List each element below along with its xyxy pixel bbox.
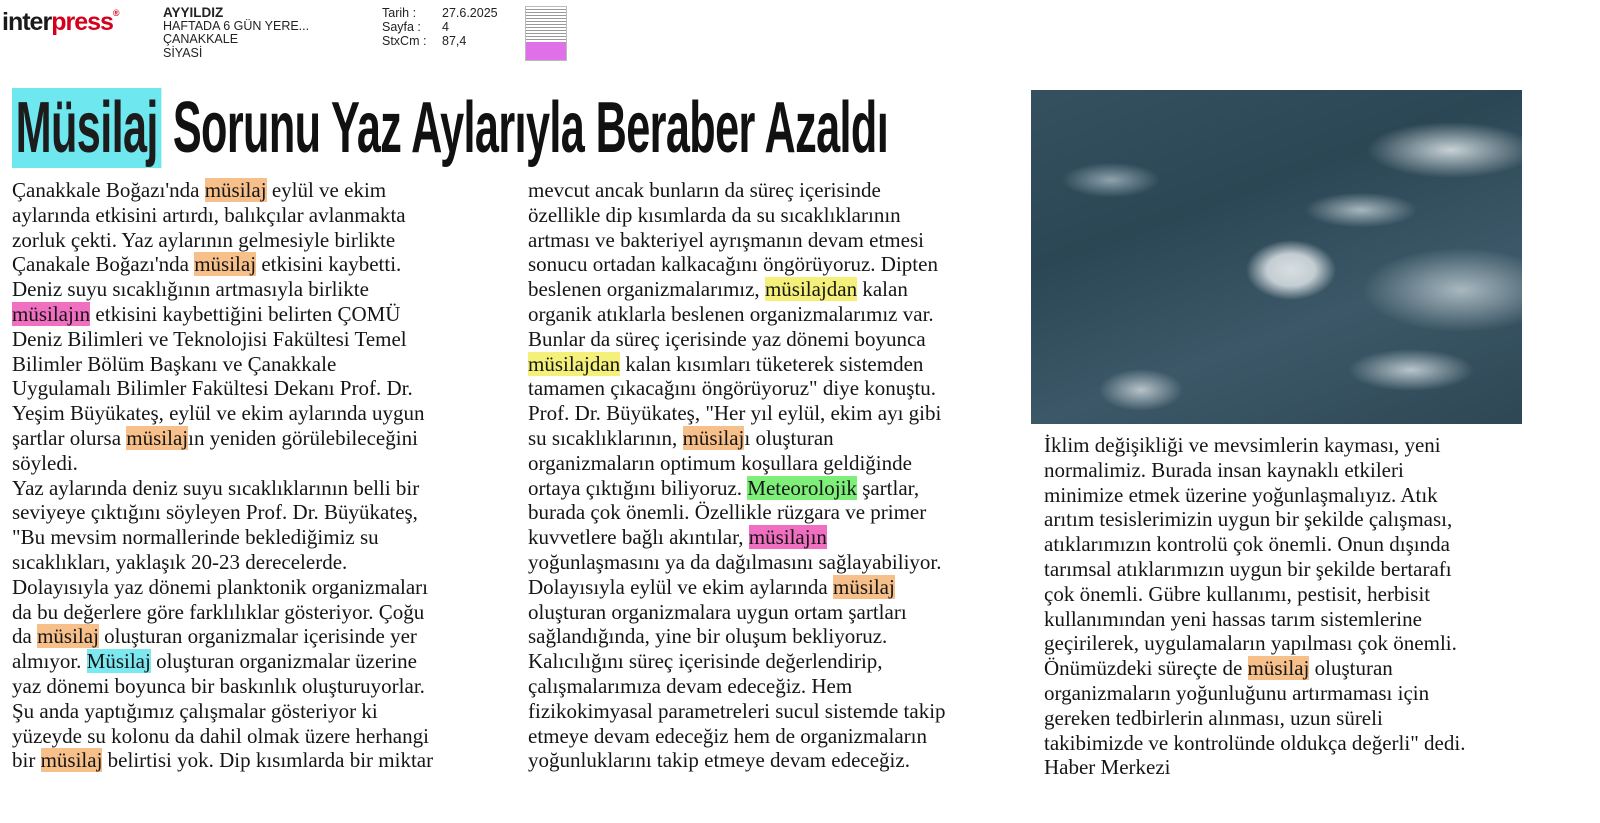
text-segment: Bilimler Bölüm Başkanı ve Çanakkale	[12, 351, 337, 376]
article-line	[12, 252, 512, 277]
article-line	[528, 277, 1028, 302]
article-line	[528, 376, 1028, 401]
text-segment: şartlar,	[856, 475, 920, 500]
clipping-info	[382, 6, 498, 48]
stxcm-row	[382, 34, 498, 48]
highlighted-keyword: müsilajın	[748, 525, 827, 550]
article-line	[1044, 607, 1544, 632]
text-segment: minimize etmek üzerine yoğunlaşmalıyız. Atık	[1044, 482, 1438, 507]
highlighted-keyword: Müsilaj	[86, 649, 151, 674]
text-segment: gereken tedbirlerin alınması, uzun süreli	[1044, 705, 1383, 730]
article-line	[1044, 631, 1544, 656]
article-line	[528, 624, 1028, 649]
article-line	[1044, 458, 1544, 483]
article-line	[528, 500, 1028, 525]
text-segment: burada çok önemli. Özellikle rüzgara ve primer	[528, 500, 927, 525]
text-segment: almıyor.	[12, 649, 87, 674]
article-line	[12, 426, 512, 451]
highlighted-keyword: müsilaj	[126, 425, 189, 450]
article-line	[12, 178, 512, 203]
article-line	[528, 575, 1028, 600]
text-segment: aylarında etkisini artırdı, balıkçılar avlanmakta	[12, 202, 406, 227]
stxcm-value: 87,4	[442, 34, 467, 48]
text-segment: normalimiz. Burada insan kaynaklı etkileri	[1044, 457, 1404, 482]
highlighted-keyword: müsilaj	[1247, 656, 1310, 681]
article-line	[528, 649, 1028, 674]
mucilage-sea-photo	[1031, 90, 1522, 424]
headline	[12, 88, 1032, 168]
article-line	[12, 550, 512, 575]
article-column-3	[1044, 433, 1544, 780]
article-line	[1044, 582, 1544, 607]
text-segment: Kalıcılığını süreç içerisinde değerlendirip,	[528, 649, 883, 674]
article-line	[1044, 731, 1544, 756]
article-line	[528, 228, 1028, 253]
text-segment: tarımsal atıklarımızın uygun bir şekilde bertarafı	[1044, 556, 1452, 581]
article-line	[1044, 656, 1544, 681]
text-segment: belirtisi yok. Dip kısımlarda bir miktar	[102, 748, 434, 773]
publication-category: SİYASİ	[163, 45, 203, 60]
article-column-1	[12, 178, 512, 773]
date-value: 27.6.2025	[442, 6, 498, 20]
text-segment: kuvvetlere bağlı akıntılar,	[528, 525, 749, 550]
article-line	[12, 451, 512, 476]
text-segment: çok önemli. Gübre kullanımı, pestisit, herbisit	[1044, 581, 1431, 606]
article-line	[12, 203, 512, 228]
text-segment: "Bu mevsim normallerinde beklediğimiz su	[12, 525, 379, 550]
article-line	[12, 674, 512, 699]
article-line	[1044, 706, 1544, 731]
article-line	[528, 550, 1028, 575]
text-segment: su sıcaklıklarının,	[528, 425, 683, 450]
text-segment: eylül ve ekim	[266, 178, 387, 202]
text-segment: mevcut ancak bunların da süreç içerisinde	[528, 178, 881, 202]
text-segment: Deniz suyu sıcaklığının artmasıyla birlikte	[12, 277, 369, 302]
article-line	[528, 401, 1028, 426]
article-line	[12, 699, 512, 724]
publication-name: AYYILDIZ	[163, 5, 224, 20]
publication-info	[163, 6, 309, 60]
text-segment: etkisini kaybetti.	[256, 252, 402, 277]
article-line	[12, 277, 512, 302]
text-segment: oluşturan organizmalar içerisinde yer	[98, 624, 417, 649]
highlighted-keyword: müsilajdan	[528, 351, 621, 376]
text-segment: beslenen organizmalarımız,	[528, 277, 765, 302]
article-line	[528, 674, 1028, 699]
text-segment: oluşturan	[1309, 656, 1393, 681]
text-segment: organizmaların yoğunluğunu artırmaması için	[1044, 680, 1430, 705]
text-segment: da	[12, 624, 38, 649]
page-thumbnail[interactable]	[525, 6, 567, 61]
highlighted-keyword: Meteorolojik	[747, 475, 857, 500]
text-segment: artması ve bakteriyel ayrışmanın devam etmesi	[528, 227, 924, 252]
logo-registered-mark: ®	[112, 8, 119, 18]
article-line	[1044, 433, 1544, 458]
text-segment: kalan	[857, 277, 908, 302]
article-line	[528, 327, 1028, 352]
highlighted-keyword: müsilaj	[37, 624, 99, 649]
date-row	[382, 6, 498, 20]
text-segment: yoğunlaşmasını ya da dağılmasını sağlayabiliyor.	[528, 549, 942, 574]
article-line	[528, 178, 1028, 203]
article-line	[528, 451, 1028, 476]
article-line	[528, 426, 1028, 451]
text-segment: atıklarımızın kontrolü çok önemli. Onun dışında	[1044, 532, 1450, 557]
article-line	[12, 575, 512, 600]
article-line	[1044, 557, 1544, 582]
article-line	[1044, 532, 1544, 557]
text-segment: şartlar olursa	[12, 425, 127, 450]
highlighted-keyword: müsilaj	[194, 252, 257, 277]
text-segment: Bunlar da süreç içerisinde yaz dönemi boyunca	[528, 326, 926, 351]
highlighted-keyword: müsilaj	[833, 574, 895, 599]
highlighted-keyword: müsilaj	[682, 425, 745, 450]
article-line	[528, 203, 1028, 228]
article-line	[12, 376, 512, 401]
highlighted-keyword: müsilajdan	[764, 277, 858, 302]
text-segment: ın yeniden görülebileceğini	[188, 425, 418, 450]
article-line	[12, 476, 512, 501]
headline-rest: Sorunu Yaz Aylarıyla Beraber Azaldı	[161, 88, 889, 168]
text-segment: etmeye devam edeceğiz hem de organizmaların	[528, 723, 927, 748]
article-line	[528, 724, 1028, 749]
text-segment: Deniz Bilimleri ve Teknolojisi Fakültesi Temel	[12, 326, 407, 351]
article-line	[12, 600, 512, 625]
page-label: Sayfa :	[382, 20, 421, 34]
text-segment: Çanakkale Boğazı'nda	[12, 178, 205, 202]
text-segment: Dolayısıyla eylül ve ekim aylarında	[528, 574, 833, 599]
article-line	[528, 748, 1028, 773]
article-line	[12, 649, 512, 674]
text-segment: ortaya çıktığını biliyoruz.	[528, 475, 748, 500]
text-segment: Dolayısıyla yaz dönemi planktonik organizmaları	[12, 574, 429, 599]
publication-frequency: HAFTADA 6 GÜN YERE...	[163, 18, 310, 33]
text-segment: söyledi.	[12, 450, 78, 475]
text-segment: etkisini kaybettiğini belirten ÇOMÜ	[90, 301, 401, 326]
article-line	[528, 699, 1028, 724]
text-segment: seviyeye çıktığını söyleyen Prof. Dr. Büyükateş,	[12, 500, 418, 525]
text-segment: oluşturan organizmalar üzerine	[150, 649, 417, 674]
text-segment: ı oluşturan	[744, 425, 834, 450]
date-label: Tarih :	[382, 6, 417, 20]
text-segment: geçirilerek, uygulamaların yapılması çok önemli.	[1044, 631, 1457, 656]
text-segment: arıtım tesislerimizin uygun bir şekilde çalışması,	[1044, 507, 1453, 532]
text-segment: oluşturan organizmalara uygun ortam şartları	[528, 599, 907, 624]
text-segment: Çanakale Boğazı'nda	[12, 252, 195, 277]
article-line	[1044, 755, 1544, 780]
text-segment: yoğunluklarını takip etmeye devam edeceğiz.	[528, 748, 910, 773]
text-segment: Haber Merkezi	[1044, 755, 1171, 780]
text-segment: Uygulamalı Bilimler Fakültesi Dekanı Prof. Dr.	[12, 376, 413, 401]
text-segment: kalan kısımları tüketerek sistemden	[620, 351, 924, 376]
text-segment: da bu değerlere göre farklılıklar gösteriyor. Çoğu	[12, 599, 425, 624]
text-segment: yaz dönemi boyunca bir baskınlık oluşturuyorlar.	[12, 673, 425, 698]
article-line	[528, 476, 1028, 501]
publication-city: ÇANAKKALE	[163, 32, 239, 46]
text-segment: zorluk çekti. Yaz aylarının gelmesiyle birlikte	[12, 227, 396, 252]
article-line	[12, 302, 512, 327]
logo-part2: press	[51, 8, 113, 36]
article-line	[12, 401, 512, 426]
article-line	[528, 352, 1028, 377]
text-segment: fizikokimyasal parametreleri sucul sistemde takip	[528, 698, 946, 723]
article-line	[1044, 681, 1544, 706]
article-line	[528, 525, 1028, 550]
text-segment: organizmaların optimum koşullara geldiğinde	[528, 450, 912, 475]
text-segment: özellikle dip kısımlarda da su sıcaklıklarının	[528, 202, 901, 227]
article-line	[528, 302, 1028, 327]
text-segment: sağlandığında, yine bir oluşum bekliyoruz.	[528, 624, 888, 649]
article-line	[12, 748, 512, 773]
text-segment: kullanımından yeni hassas tarım sistemlerine	[1044, 606, 1422, 631]
article-line	[12, 624, 512, 649]
text-segment: sonucu ortadan kalkacağını öngörüyoruz. Dipten	[528, 252, 938, 277]
article-line	[12, 228, 512, 253]
text-segment: organik atıklarla beslenen organizmalarımız var.	[528, 301, 934, 326]
article-column-2	[528, 178, 1028, 773]
text-segment: Önümüzdeki süreçte de	[1044, 656, 1248, 681]
article-line	[528, 252, 1028, 277]
text-segment: yüzeyde su kolonu da dahil olmak üzere herhangi	[12, 723, 429, 748]
text-segment: takibimizde ve kontrolünde oldukça değerli" dedi.	[1044, 730, 1466, 755]
text-segment: bir	[12, 748, 41, 773]
text-segment: İklim değişikliği ve mevsimlerin kayması, yeni	[1044, 433, 1441, 457]
text-segment: Şu anda yaptığımız çalışmalar gösteriyor ki	[12, 698, 378, 723]
highlighted-keyword: müsilajın	[12, 301, 91, 326]
article-line	[1044, 507, 1544, 532]
text-segment: tamamen çıkacağını öngörüyoruz" diye konuştu.	[528, 376, 937, 401]
text-segment: Yeşim Büyükateş, eylül ve ekim aylarında uygun	[12, 401, 425, 426]
page-value: 4	[442, 20, 449, 34]
article-line	[1044, 483, 1544, 508]
headline-container	[12, 88, 1032, 168]
interpress-logo	[2, 8, 119, 37]
logo-part1: inter	[2, 8, 52, 36]
highlighted-keyword: müsilaj	[204, 178, 267, 202]
article-line	[12, 352, 512, 377]
stxcm-label: StxCm :	[382, 34, 427, 48]
text-segment: Prof. Dr. Büyükateş, "Her yıl eylül, ekim ayı gibi	[528, 401, 942, 426]
page-row	[382, 20, 498, 34]
headline-highlight: Müsilaj	[12, 88, 161, 168]
article-line	[528, 600, 1028, 625]
article-line	[12, 525, 512, 550]
text-segment: Yaz aylarında deniz suyu sıcaklıklarının belli bir	[12, 475, 420, 500]
text-segment: çalışmalarımıza devam edeceğiz. Hem	[528, 673, 853, 698]
text-segment: sıcaklıkları, yaklaşık 20-23 derecelerde.	[12, 549, 348, 574]
article-line	[12, 724, 512, 749]
article-line	[12, 500, 512, 525]
highlighted-keyword: müsilaj	[40, 748, 103, 773]
article-line	[12, 327, 512, 352]
